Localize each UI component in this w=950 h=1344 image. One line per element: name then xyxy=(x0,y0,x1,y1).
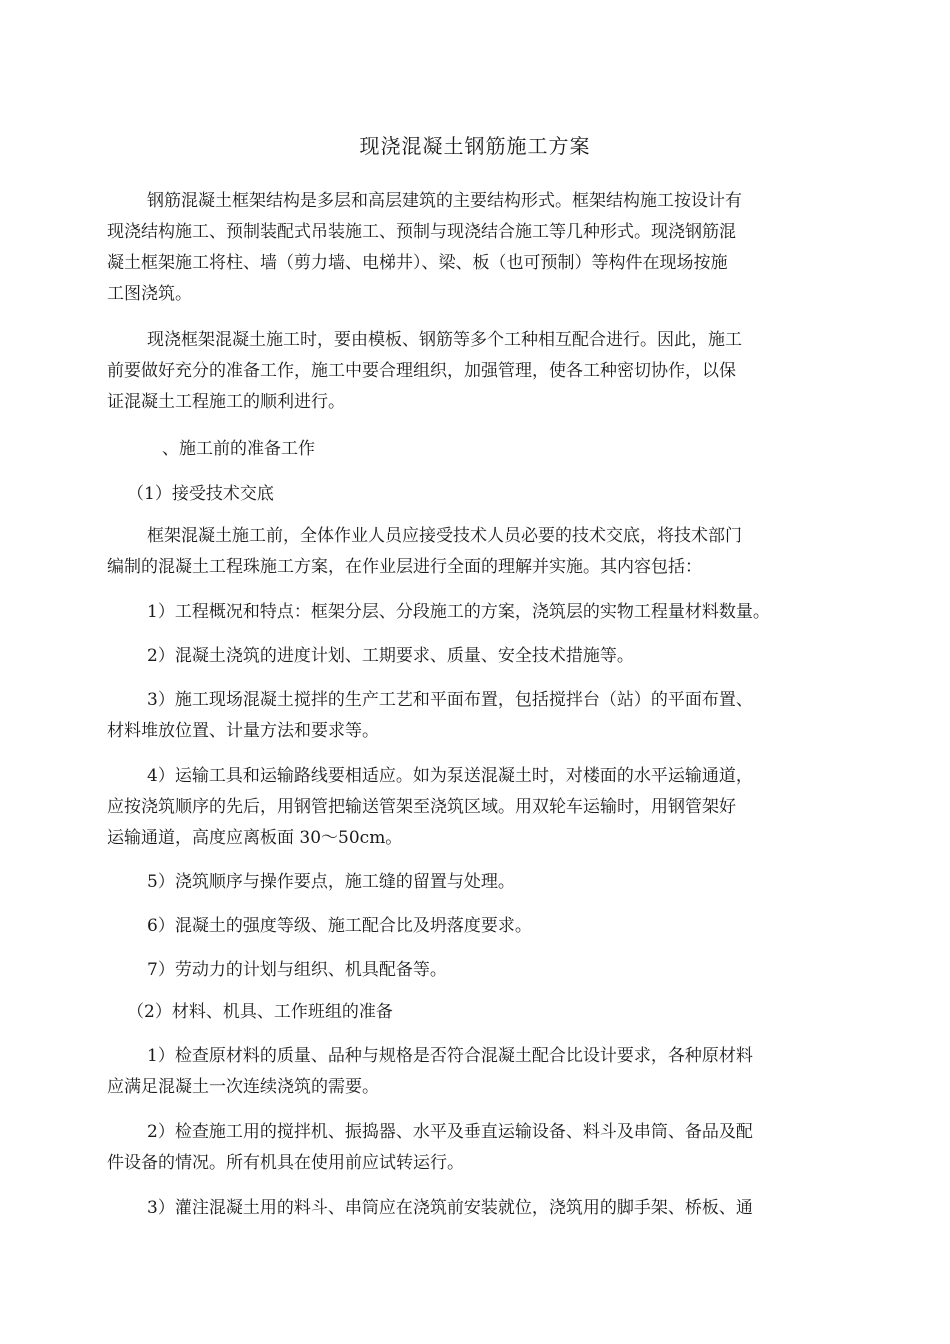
text-line: 工图浇筑。 xyxy=(107,284,192,304)
paragraph-item-2-2 xyxy=(107,1117,827,1179)
text-line: 运输通道，高度应离板面 30〜50cm。 xyxy=(107,828,403,848)
paragraph-section-1 xyxy=(107,434,827,465)
document-title: 现浇混凝土钢筋施工方案 xyxy=(359,134,591,158)
text-line: （2）材料、机具、工作班组的准备 xyxy=(127,1002,393,1022)
text-line: 2）检查施工用的搅拌机、振捣器、水平及垂直运输设备、料斗及串筒、备品及配 xyxy=(147,1122,753,1142)
text-line: 件设备的情况。所有机具在使用前应试转运行。 xyxy=(107,1153,464,1173)
paragraph-subsection-1 xyxy=(107,479,827,510)
text-line: 证混凝土工程施工的顺利进行。 xyxy=(107,392,345,412)
text-line: 钢筋混凝土框架结构是多层和高层建筑的主要结构形式。框架结构施工按设计有 xyxy=(147,191,742,211)
paragraph-subsection-2 xyxy=(107,997,827,1028)
paragraph-item-1-2 xyxy=(107,641,827,672)
paragraph-intro-1 xyxy=(107,186,827,310)
text-line: 现浇框架混凝土施工时，要由模板、钢筋等多个工种相互配合进行。因此，施工 xyxy=(147,330,742,350)
text-line: 现浇结构施工、预制装配式吊装施工、预制与现浇结合施工等几种形式。现浇钢筋混 xyxy=(107,222,736,242)
text-line: 凝土框架施工将柱、墙（剪力墙、电梯井）、梁、板（也可预制）等构件在现场按施 xyxy=(107,253,728,273)
text-line: 材料堆放位置、计量方法和要求等。 xyxy=(107,721,379,741)
paragraph-item-1-4 xyxy=(107,761,827,854)
paragraph-item-1-5 xyxy=(107,867,827,898)
text-line: 、施工前的准备工作 xyxy=(162,439,315,459)
text-line: 2）混凝土浇筑的进度计划、工期要求、质量、安全技术措施等。 xyxy=(147,646,634,666)
text-line: 应满足混凝土一次连续浇筑的需要。 xyxy=(107,1077,379,1097)
text-line: 7）劳动力的计划与组织、机具配备等。 xyxy=(147,960,447,980)
text-line: （1）接受技术交底 xyxy=(127,484,274,504)
text-line: 6）混凝土的强度等级、施工配合比及坍落度要求。 xyxy=(147,916,532,936)
paragraph-tech-brief xyxy=(107,521,827,583)
text-line: 框架混凝土施工前，全体作业人员应接受技术人员必要的技术交底，将技术部门 xyxy=(147,526,742,546)
text-line: 编制的混凝土工程珠施工方案，在作业层进行全面的理解并实施。其内容包括： xyxy=(107,557,702,577)
paragraph-item-1-7 xyxy=(107,955,827,986)
paragraph-item-2-1 xyxy=(107,1041,827,1103)
paragraph-item-1-3 xyxy=(107,685,827,747)
text-line: 4）运输工具和运输路线要相适应。如为泵送混凝土时，对楼面的水平运输通道， xyxy=(147,766,753,786)
text-line: 1）工程概况和特点：框架分层、分段施工的方案，浇筑层的实物工程量材料数量。 xyxy=(147,602,770,622)
text-line: 3）施工现场混凝土搅拌的生产工艺和平面布置，包括搅拌台（站）的平面布置、 xyxy=(147,690,753,710)
text-line: 5）浇筑顺序与操作要点，施工缝的留置与处理。 xyxy=(147,872,515,892)
paragraph-item-1-1 xyxy=(107,597,827,628)
paragraph-item-1-6 xyxy=(107,911,827,942)
text-line: 应按浇筑顺序的先后，用钢管把输送管架至浇筑区域。用双轮车运输时，用钢管架好 xyxy=(107,797,736,817)
text-line: 前要做好充分的准备工作，施工中要合理组织，加强管理，使各工种密切协作，以保 xyxy=(107,361,736,381)
paragraph-item-2-3 xyxy=(107,1193,827,1224)
text-line: 1）检查原材料的质量、品种与规格是否符合混凝土配合比设计要求，各种原材料 xyxy=(147,1046,753,1066)
text-line: 3）灌注混凝土用的料斗、串筒应在浇筑前安装就位，浇筑用的脚手架、桥板、通 xyxy=(147,1198,753,1218)
paragraph-intro-2 xyxy=(107,325,827,418)
